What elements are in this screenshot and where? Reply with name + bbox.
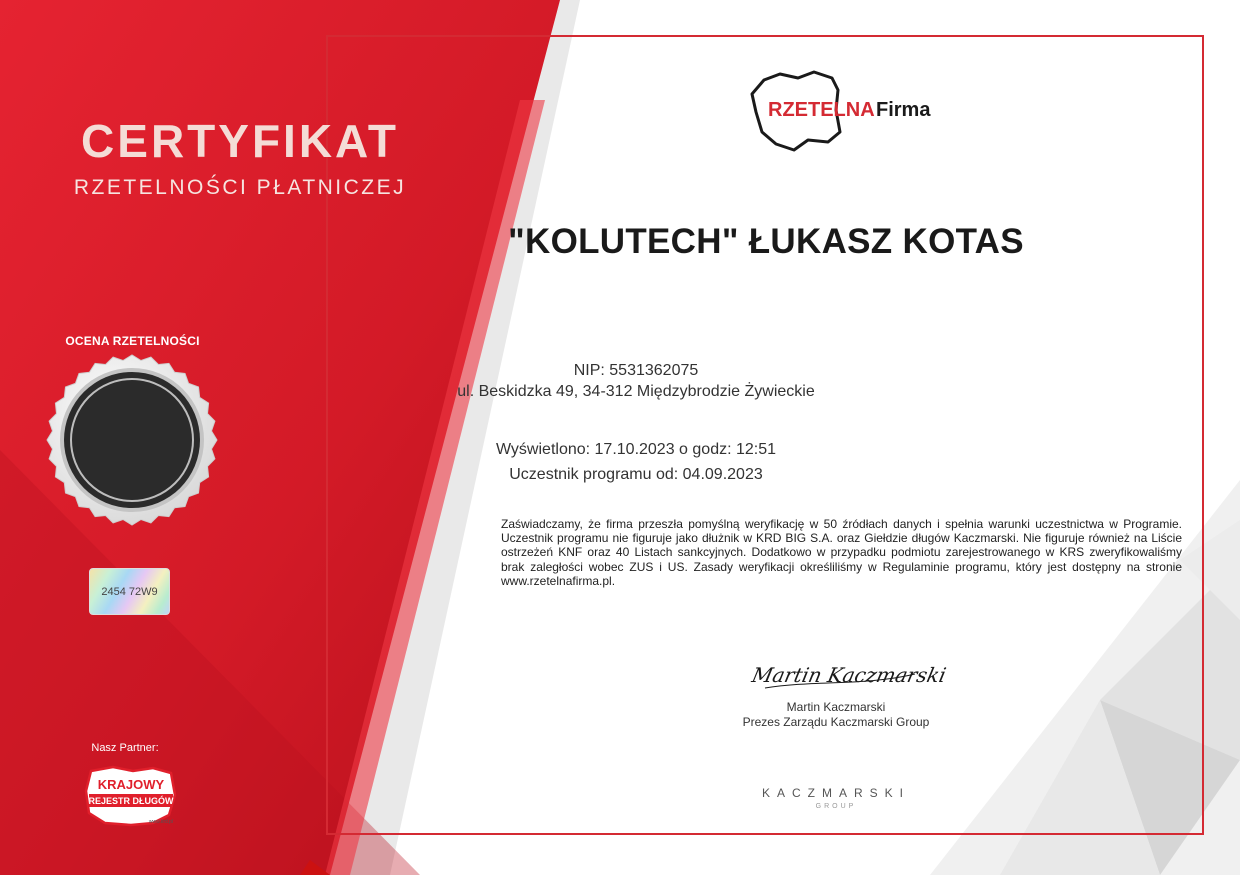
certificate-subtitle: RZETELNOŚCI PŁATNICZEJ	[73, 176, 407, 199]
company-name: "KOLUTECH" ŁUKASZ KOTAS	[508, 222, 1024, 261]
signature-image	[749, 644, 949, 694]
rzetelna-firma-logo	[750, 70, 946, 154]
kaczmarski-group-logo: KACZMARSKI	[761, 786, 910, 800]
member-since: Uczestnik programu od: 04.09.2023	[509, 466, 763, 483]
kaczmarski-group-sub: GROUP	[815, 803, 857, 810]
verification-description: Zaświadczamy, że firma przeszła pomyślną weryfikację w 50 źródłach danych i spełnia warunki uczestnictwa w Programie. Uczestnik programu nie figuruje jako dłużnik w KRD BIG S.A. oraz Giełdzie długów Kaczmarski. Nie figuruje również na Liście ostrzeżeń KNF oraz 40 Listach sankcyjnych. Dodatkowo w przypadku podmiotu zarejestrowanego w KRS zweryfikowaliśmy brak zaległości wobec ZUS i US. Zasady weryfikacji określiliśmy w Regulaminie programu, który jest dostępny na stronie www.rzetelnafirma.pl.	[501, 517, 1182, 588]
company-nip: NIP: 5531362075	[573, 362, 699, 379]
signer-title: Prezes Zarządu Kaczmarski Group	[742, 715, 930, 729]
krd-logo[interactable]	[83, 765, 179, 829]
certificate-title: CERTYFIKAT	[81, 115, 399, 167]
rating-label: OCENA RZETELNOŚCI	[65, 334, 200, 348]
partner-label: Nasz Partner:	[91, 742, 159, 754]
logo-brand-black: Firma	[876, 99, 931, 121]
hologram-sticker: 2454 72W9	[89, 568, 170, 615]
krd-line2: REJESTR DŁUGÓW	[88, 796, 174, 806]
logo-brand-red: RZETELNA	[768, 99, 875, 121]
signature-text: Martin Kaczmarski	[749, 663, 949, 687]
company-address: ul. Beskidzka 49, 34-312 Międzybrodzie Żywieckie	[457, 383, 815, 400]
krd-line1: KRAJOWY	[97, 777, 165, 792]
signer-name: Martin Kaczmarski	[786, 700, 886, 714]
rating-badge	[46, 354, 218, 526]
krd-url: www.krd.pl	[148, 819, 174, 825]
viewed-timestamp: Wyświetlono: 17.10.2023 o godz: 12:51	[495, 441, 777, 458]
